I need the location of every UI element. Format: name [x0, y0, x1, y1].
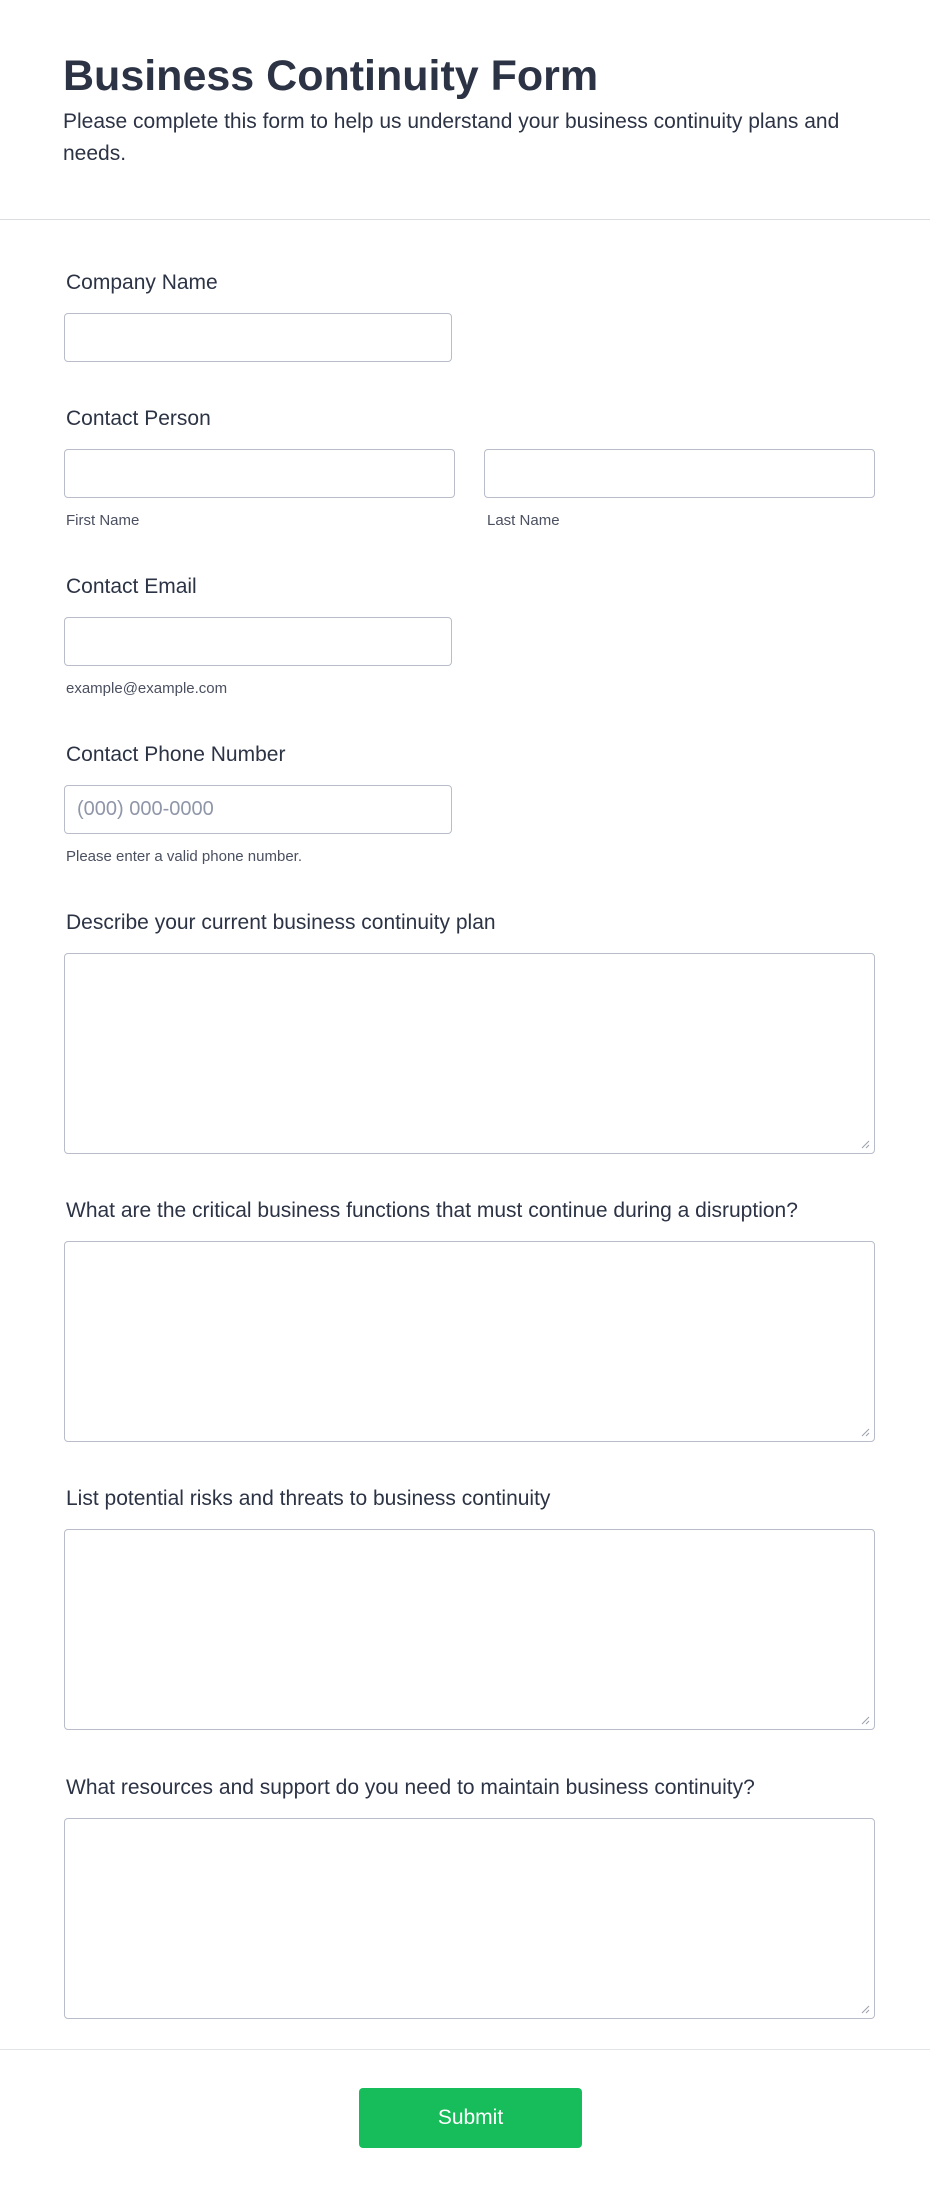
last-name-input[interactable] — [484, 449, 875, 498]
form-subtitle: Please complete this form to help us understand your business continuity plans and needs. — [63, 110, 840, 165]
continuity-plan-textarea[interactable] — [64, 953, 875, 1154]
resize-grip-icon[interactable] — [860, 1715, 870, 1725]
first-name-sublabel: First Name — [66, 512, 140, 529]
contact-person-label: Contact Person — [66, 407, 211, 430]
submit-button[interactable]: Submit — [359, 2088, 582, 2148]
last-name-sublabel: Last Name — [487, 512, 560, 529]
email-input[interactable] — [64, 617, 452, 666]
resources-support-label: What resources and support do you need to maintain business continuity? — [66, 1776, 755, 1799]
continuity-plan-label: Describe your current business continuity plan — [66, 911, 496, 934]
critical-functions-label: What are the critical business functions that must continue during a disruption? — [66, 1199, 798, 1222]
form-title: Business Continuity Form — [63, 52, 599, 100]
risks-threats-textarea[interactable] — [64, 1529, 875, 1730]
resize-grip-icon[interactable] — [860, 1139, 870, 1149]
phone-input[interactable] — [64, 785, 452, 834]
resources-support-textarea[interactable] — [64, 1818, 875, 2019]
critical-functions-textarea[interactable] — [64, 1241, 875, 1442]
contact-email-label: Contact Email — [66, 575, 197, 598]
phone-sublabel: Please enter a valid phone number. — [66, 848, 302, 865]
company-name-label: Company Name — [66, 271, 218, 294]
first-name-input[interactable] — [64, 449, 455, 498]
form-header — [0, 0, 930, 220]
company-name-input[interactable] — [64, 313, 452, 362]
resize-grip-icon[interactable] — [860, 1427, 870, 1437]
contact-phone-label: Contact Phone Number — [66, 743, 286, 766]
resize-grip-icon[interactable] — [860, 2004, 870, 2014]
email-sublabel: example@example.com — [66, 680, 228, 697]
risks-threats-label: List potential risks and threats to business continuity — [66, 1487, 551, 1510]
